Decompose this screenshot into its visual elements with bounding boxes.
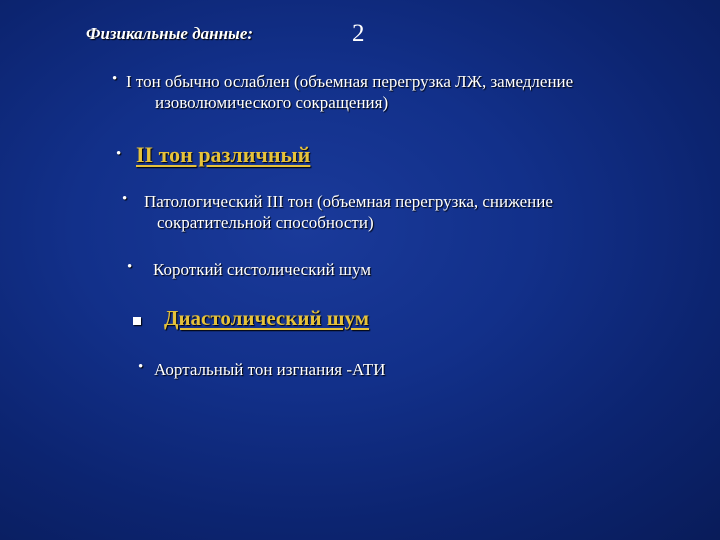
bullet-dot-icon: •: [122, 191, 128, 207]
bullet-dot-icon: •: [138, 359, 144, 375]
list-item-text: [126, 71, 573, 114]
list-item-text-highlight: II тон различный: [136, 142, 311, 167]
list-item-line: изоволюмического сокращения): [155, 93, 389, 113]
list-item: [127, 259, 527, 280]
bullet-dot-icon: •: [112, 71, 118, 87]
list-item-line: Патологический III тон (объемная перегрузка, снижение: [144, 192, 553, 211]
bullet-dot-icon: •: [127, 259, 133, 275]
list-item: [133, 305, 533, 331]
slide-number: 2: [352, 20, 365, 47]
list-item-text: [144, 191, 553, 234]
list-item: [112, 71, 672, 114]
bullet-dot-icon: •: [116, 146, 122, 162]
list-item-text: Короткий систолический шум: [153, 260, 372, 279]
list-item: [122, 191, 682, 234]
bullet-square-icon: [133, 317, 141, 325]
list-item-line: сократительной способности): [157, 213, 374, 233]
list-item-line: I тон обычно ослаблен (объемная перегрузка ЛЖ, замедление: [126, 72, 574, 91]
list-item: [138, 359, 538, 380]
list-item-text: Аортальный тон изгнания -АТИ: [154, 360, 386, 379]
slide-title: Физикальные данные:: [86, 24, 254, 43]
list-item-text-highlight: Диастолический шум: [164, 306, 370, 330]
list-item: [116, 141, 516, 169]
